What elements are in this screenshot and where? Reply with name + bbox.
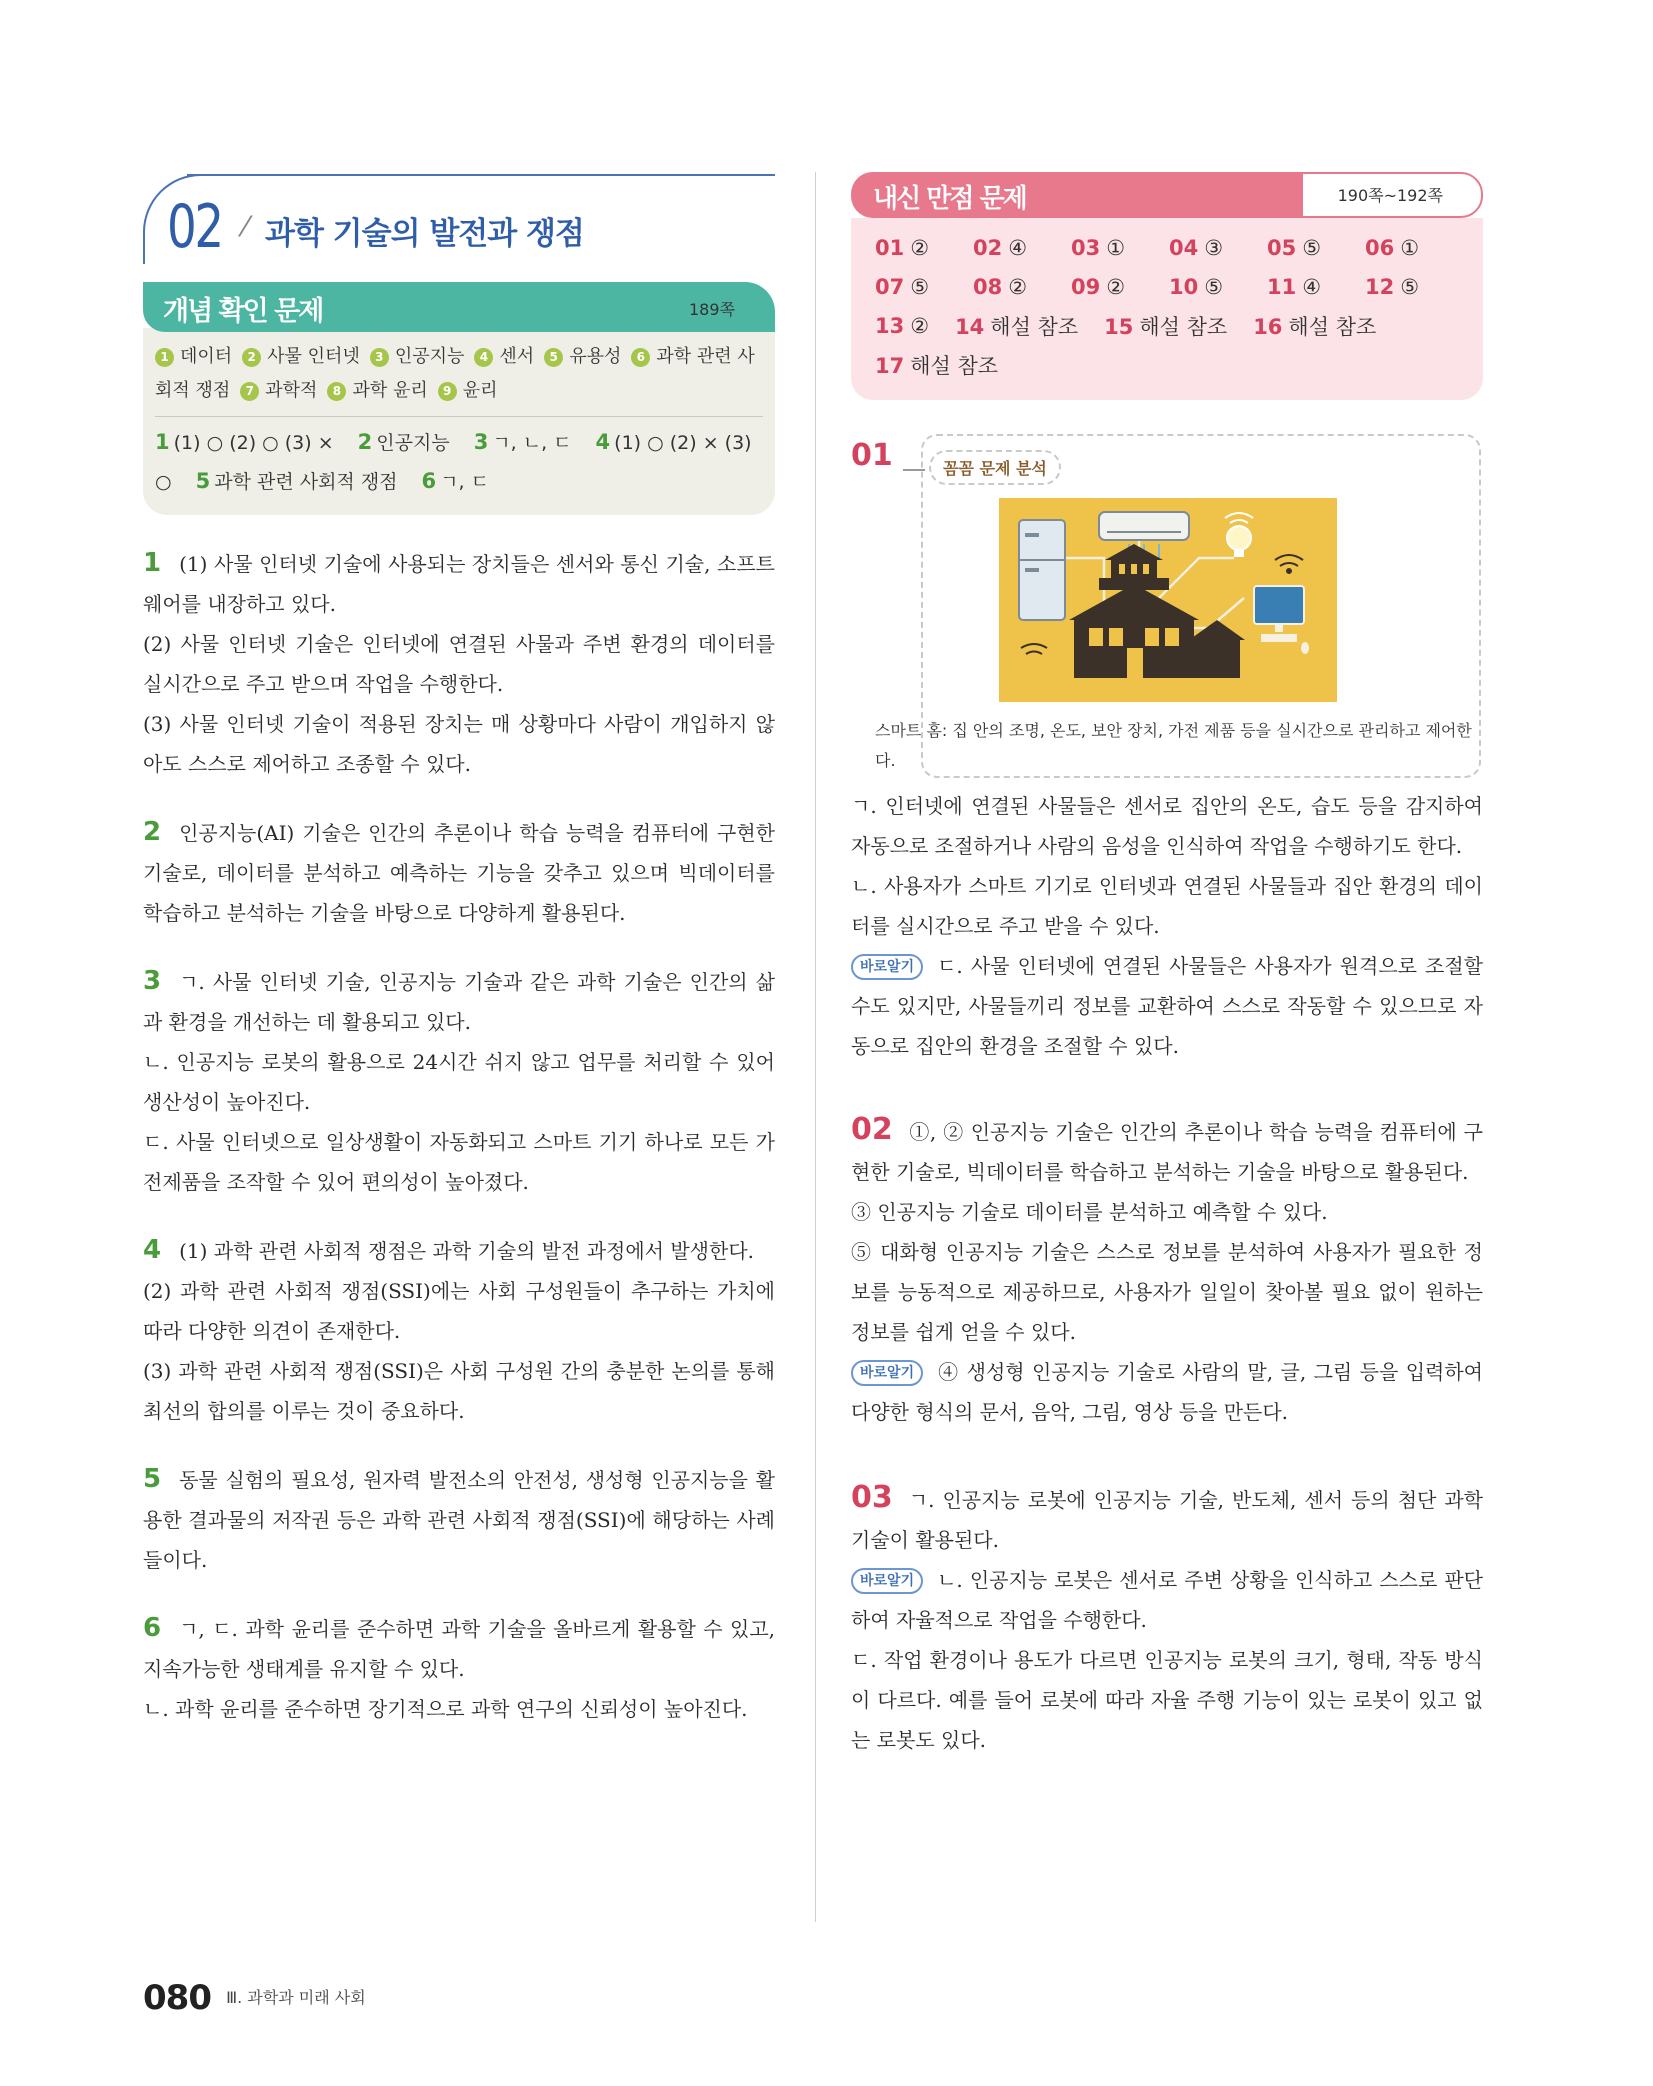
page-number: 080 — [143, 1978, 211, 2018]
explanation-text: ㄱ, ㄷ. 과학 윤리를 준수하면 과학 기술을 올바르게 활용할 수 있고, 지속가능한 생태계를 유지할 수 있다. — [143, 1617, 775, 1681]
answer-value: 해설 참조 — [1288, 314, 1377, 339]
number-badge: 5 — [544, 348, 563, 367]
answer-number: 12 — [1365, 274, 1395, 299]
answer-text: (1) ○ (2) × (3) ○ — [155, 432, 752, 493]
explanation-paragraph — [851, 1232, 1483, 1352]
explanation-paragraph — [851, 786, 1483, 866]
answer-number: 13 — [875, 313, 905, 338]
concept-term — [240, 380, 317, 401]
naesin-answer — [1071, 275, 1169, 299]
correction-text: ㄴ. 인공지능 로봇은 센서로 주변 상황을 인식하고 스스로 판단하여 자율적으로 작업을 수행한다. — [851, 1568, 1483, 1632]
answer-number: 4 — [595, 430, 611, 454]
explanation-text: (2) 과학 관련 사회적 쟁점(SSI)에는 사회 구성원들이 추구하는 가치에 따라 다양한 의견이 존재한다. — [143, 1279, 775, 1343]
naesin-answer — [1169, 236, 1267, 260]
explanation-text: ㄱ. 인터넷에 연결된 사물들은 센서로 집안의 온도, 습도 등을 감지하여 자동으로 조절하거나 사람의 음성을 인식하여 작업을 수행하기도 한다. — [851, 794, 1483, 858]
answer-number: 05 — [1267, 235, 1297, 260]
concept-answer — [196, 471, 398, 493]
naesin-page: 190쪽~192쪽 — [1337, 186, 1443, 205]
explanation-text: 인공지능(AI) 기술은 인간의 추론이나 학습 능력을 컴퓨터에 구현한 기술로, 데이터를 분석하고 예측하는 기능을 갖추고 있으며 빅데이터를 학습하고 분석하는 기술을 바탕으로 다양하게 활용된다. — [143, 821, 775, 925]
explanation-text: 동물 실험의 필요성, 원자력 발전소의 안전성, 생성형 인공지능을 활용한 결과물의 저작권 등은 과학 관련 사회적 쟁점(SSI)에 해당하는 사례들이다. — [143, 1468, 775, 1572]
explanation-number: 5 — [143, 1464, 162, 1494]
answer-number: 3 — [473, 430, 489, 454]
answer-number: 6 — [421, 469, 437, 493]
naesin-title: 내신 만점 문제 — [873, 184, 1026, 214]
concept-divider — [155, 416, 763, 417]
question-number: 03 — [851, 1480, 893, 1515]
correction-paragraph — [851, 1560, 1483, 1640]
explanation-paragraph — [143, 1459, 775, 1580]
answer-number: 14 — [955, 314, 985, 339]
answer-row — [875, 267, 1463, 306]
term-text: 과학 관련 사회적 쟁점 — [155, 346, 755, 401]
explanation-text: ㄴ. 과학 윤리를 준수하면 장기적으로 과학 연구의 신뢰성이 높아진다. — [143, 1697, 748, 1721]
answer-value: 해설 참조 — [910, 353, 999, 378]
explanation-text: (2) 사물 인터넷 기술은 인터넷에 연결된 사물과 주변 환경의 데이터를 실시간으로 주고 받으며 작업을 수행한다. — [143, 632, 775, 696]
answer-text: ㄱ, ㄷ — [440, 471, 489, 493]
concept-answer — [358, 432, 450, 454]
explanation-text: (3) 사물 인터넷 기술이 적용된 장치는 매 상황마다 사람이 개입하지 않아도 스스로 제어하고 조종할 수 있다. — [143, 712, 775, 776]
explanation-block — [143, 543, 775, 784]
concept-answer — [422, 471, 489, 493]
naesin-answer — [973, 236, 1071, 260]
explanation-number: 4 — [143, 1235, 162, 1265]
answer-number: 01 — [875, 235, 905, 260]
term-text: 과학 윤리 — [352, 380, 428, 401]
chapter-label: Ⅲ. 과학과 미래 사회 — [226, 1988, 366, 2007]
section-slash: ⁄ — [243, 210, 248, 243]
answer-value: ① — [1400, 235, 1420, 260]
naesin-answer — [1169, 275, 1267, 299]
explanation-paragraph — [851, 1478, 1483, 1560]
answer-row — [875, 345, 1463, 384]
explanation-paragraph — [143, 1608, 775, 1689]
number-badge: 2 — [242, 348, 261, 367]
concept-title: 개념 확인 문제 — [163, 296, 323, 327]
number-badge: 8 — [327, 382, 346, 401]
section-header — [143, 170, 775, 282]
naesin-answer — [1365, 236, 1463, 260]
number-badge: 9 — [438, 382, 457, 401]
explanation-paragraph — [143, 543, 775, 624]
naesin-answer — [1253, 311, 1376, 341]
explanation-text: ㄴ. 인공지능 로봇의 활용으로 24시간 쉬지 않고 업무를 처리할 수 있어 생산성이 높아진다. — [143, 1050, 775, 1114]
baro-algi-label: 바로알기 — [851, 1568, 923, 1594]
answer-number: 07 — [875, 274, 905, 299]
explanation-paragraph — [851, 1192, 1483, 1232]
explanation-paragraph — [143, 1122, 775, 1202]
correction-paragraph — [851, 1352, 1483, 1432]
answer-value: ④ — [1008, 235, 1028, 260]
answer-value: ⑤ — [1400, 274, 1420, 299]
term-text: 사물 인터넷 — [267, 346, 360, 367]
column-divider — [815, 172, 816, 1922]
explanation-text: (1) 과학 관련 사회적 쟁점은 과학 기술의 발전 과정에서 발생한다. — [179, 1239, 754, 1263]
answer-number: 17 — [875, 353, 905, 378]
answer-value: ⑤ — [1204, 274, 1224, 299]
correction-text: ㄷ. 사물 인터넷에 연결된 사물들은 사용자가 원격으로 조절할 수도 있지만, 사물들끼리 정보를 교환하여 스스로 작동할 수 있으므로 자동으로 집안의 환경을 조절할 수 있다. — [851, 954, 1483, 1058]
explanation-text: (1) 사물 인터넷 기술에 사용되는 장치들은 센서와 통신 기술, 소프트웨어를 내장하고 있다. — [143, 552, 775, 616]
naesin-answer — [1071, 236, 1169, 260]
explanation-block — [143, 1608, 775, 1729]
naesin-answer — [875, 314, 929, 338]
right-column — [851, 172, 1483, 1760]
naesin-answer — [1365, 275, 1463, 299]
answer-text: 과학 관련 사회적 쟁점 — [214, 471, 398, 493]
q01-analysis-box — [851, 434, 1483, 778]
naesin-answer — [875, 350, 998, 380]
naesin-answer — [875, 275, 973, 299]
explanation-paragraph — [143, 1351, 775, 1431]
analysis-tag — [903, 450, 1061, 485]
naesin-answer — [1267, 275, 1365, 299]
answer-text: 인공지능 — [376, 432, 450, 454]
answer-number: 2 — [357, 430, 373, 454]
answer-number: 08 — [973, 274, 1003, 299]
explanation-block — [143, 1459, 775, 1580]
q03-explanation — [851, 1478, 1483, 1760]
term-text: 윤리 — [462, 380, 498, 401]
explanation-text: ㄷ. 사물 인터넷으로 일상생활이 자동화되고 스마트 기기 하나로 모든 가전제품을 조작할 수 있어 편의성이 높아졌다. — [143, 1130, 775, 1194]
number-badge: 6 — [631, 348, 650, 367]
explanations — [143, 543, 775, 1729]
question-number: 01 — [851, 438, 893, 473]
answer-number: 15 — [1104, 314, 1134, 339]
answer-number: 04 — [1169, 235, 1199, 260]
explanation-text: ③ 인공지능 기술로 데이터를 분석하고 예측할 수 있다. — [851, 1200, 1328, 1224]
answer-value: ② — [1008, 274, 1028, 299]
answer-text: (1) ○ (2) ○ (3) × — [173, 432, 334, 454]
explanation-paragraph — [143, 1230, 775, 1271]
q02-explanation — [851, 1110, 1483, 1432]
concept-page: 189쪽 — [689, 300, 735, 319]
explanation-paragraph — [851, 1640, 1483, 1760]
section-title: 과학 기술의 발전과 쟁점 — [265, 216, 584, 252]
concept-terms — [155, 340, 763, 408]
q01-explanation — [851, 786, 1483, 1066]
answer-value: ② — [910, 235, 930, 260]
number-badge: 4 — [474, 348, 493, 367]
baro-algi-label: 바로알기 — [851, 1360, 923, 1386]
explanation-number: 1 — [143, 548, 162, 578]
explanation-paragraph — [143, 704, 775, 784]
explanation-text: ㄱ. 인공지능 로봇에 인공지능 기술, 반도체, 센서 등의 첨단 과학 기술이 활용된다. — [851, 1488, 1483, 1552]
naesin-answer — [955, 311, 1078, 341]
answer-row — [875, 306, 1463, 345]
number-badge: 1 — [155, 348, 174, 367]
answer-number: 5 — [195, 469, 211, 493]
concept-box — [143, 328, 775, 515]
concept-header — [143, 282, 775, 332]
answer-text: ㄱ, ㄴ, ㄷ — [492, 432, 572, 454]
concept-term — [242, 346, 360, 367]
answer-number: 16 — [1253, 314, 1283, 339]
explanation-number: 2 — [143, 817, 162, 847]
explanation-paragraph — [143, 624, 775, 704]
answer-row — [875, 228, 1463, 267]
explanation-paragraph — [143, 1042, 775, 1122]
concept-term — [370, 346, 465, 367]
answer-value: ② — [1106, 274, 1126, 299]
term-text: 인공지능 — [394, 346, 465, 367]
analysis-tag-label: 꼼꼼 문제 분석 — [929, 450, 1061, 485]
explanation-text: ①, ② 인공지능 기술은 인간의 추론이나 학습 능력을 컴퓨터에 구현한 기술로, 빅데이터를 학습하고 분석하는 기술을 바탕으로 활용된다. — [851, 1120, 1483, 1184]
illustration-caption: 스마트 홈: 집 안의 조명, 온도, 보안 장치, 가전 제품 등을 실시간으로 관리하고 제어한다. — [875, 721, 1472, 770]
answer-number: 03 — [1071, 235, 1101, 260]
answer-value: ⑤ — [1302, 235, 1322, 260]
answer-value: ④ — [1302, 274, 1322, 299]
term-text: 센서 — [499, 346, 535, 367]
naesin-answer — [875, 236, 973, 260]
concept-answers — [155, 423, 763, 501]
answer-value: ② — [910, 313, 930, 338]
refrigerator-icon — [1019, 520, 1065, 620]
naesin-answer — [1104, 311, 1227, 341]
answer-value: 해설 참조 — [990, 314, 1079, 339]
concept-term — [474, 346, 534, 367]
page-footer — [143, 1978, 366, 2018]
answer-value: 해설 참조 — [1139, 314, 1228, 339]
answer-number: 1 — [155, 430, 170, 454]
explanation-number: 6 — [143, 1613, 162, 1643]
left-column — [143, 170, 775, 1729]
explanation-text: ㄷ. 작업 환경이나 용도가 다르면 인공지능 로봇의 크기, 형태, 작동 방식이 다르다. 예를 들어 로봇에 따라 자율 주행 기능이 있는 로봇이 있고 없는 로봇도 있다. — [851, 1648, 1483, 1752]
explanation-paragraph — [143, 812, 775, 933]
baro-algi-label: 바로알기 — [851, 954, 923, 980]
explanation-block — [143, 812, 775, 933]
answer-value: ⑤ — [910, 274, 930, 299]
explanation-paragraph — [851, 1110, 1483, 1192]
concept-answer — [155, 432, 334, 454]
question-number: 02 — [851, 1112, 893, 1147]
explanation-text: ㄴ. 사용자가 스마트 기기로 인터넷과 연결된 사물들과 집안 환경의 데이터를 실시간으로 주고 받을 수 있다. — [851, 874, 1483, 938]
answer-number: 09 — [1071, 274, 1101, 299]
concept-term — [544, 346, 621, 367]
explanation-text: ㄱ. 사물 인터넷 기술, 인공지능 기술과 같은 과학 기술은 인간의 삶과 환경을 개선하는 데 활용되고 있다. — [143, 970, 775, 1034]
smart-home-illustration — [999, 498, 1337, 702]
explanation-number: 3 — [143, 966, 162, 996]
answer-number: 06 — [1365, 235, 1395, 260]
naesin-header — [851, 172, 1483, 218]
explanation-text: (3) 과학 관련 사회적 쟁점(SSI)은 사회 구성원 간의 충분한 논의를 통해 최선의 합의를 이루는 것이 중요하다. — [143, 1359, 775, 1423]
answer-value: ① — [1106, 235, 1126, 260]
explanation-paragraph — [143, 961, 775, 1042]
explanation-block — [143, 1230, 775, 1431]
concept-term — [155, 346, 232, 367]
naesin-answer-box — [851, 218, 1483, 400]
concept-term — [327, 380, 427, 401]
term-text: 유용성 — [569, 346, 622, 367]
explanation-paragraph — [143, 1271, 775, 1351]
explanation-paragraph — [851, 866, 1483, 946]
explanation-text: ⑤ 대화형 인공지능 기술은 스스로 정보를 분석하여 사용자가 필요한 정보를 능동적으로 제공하므로, 사용자가 일일이 찾아볼 필요 없이 원하는 정보를 쉽게 얻을 수 있다. — [851, 1240, 1483, 1344]
naesin-answer — [1267, 236, 1365, 260]
answer-value: ③ — [1204, 235, 1224, 260]
concept-answer — [474, 432, 572, 454]
number-badge: 7 — [240, 382, 259, 401]
header-rule — [187, 174, 775, 176]
naesin-answer — [973, 275, 1071, 299]
correction-paragraph — [851, 946, 1483, 1066]
correction-text: ④ 생성형 인공지능 기술로 사람의 말, 글, 그림 등을 입력하여 다양한 형식의 문서, 음악, 그림, 영상 등을 만든다. — [851, 1360, 1483, 1424]
concept-term — [438, 380, 498, 401]
answer-number: 02 — [973, 235, 1003, 260]
answer-number: 10 — [1169, 274, 1199, 299]
answer-number: 11 — [1267, 274, 1297, 299]
term-text: 데이터 — [180, 346, 233, 367]
term-text: 과학적 — [265, 380, 318, 401]
number-badge: 3 — [370, 348, 389, 367]
section-number: 02 — [167, 192, 222, 262]
explanation-paragraph — [143, 1689, 775, 1729]
explanation-block — [143, 961, 775, 1202]
